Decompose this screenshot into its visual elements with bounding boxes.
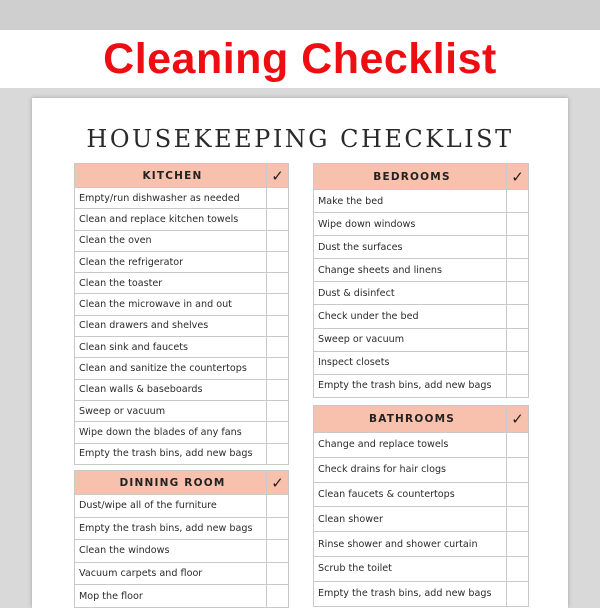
checkbox-cell[interactable] — [507, 457, 529, 482]
checklist-item-label: Clean the microwave in and out — [75, 294, 267, 315]
checklist-row — [75, 443, 289, 464]
checklist-row — [75, 562, 289, 585]
checklist-row — [75, 294, 289, 315]
kitchen-table — [74, 163, 289, 465]
checklist-row — [75, 400, 289, 421]
checkbox-cell[interactable] — [507, 213, 529, 236]
checkbox-cell[interactable] — [267, 540, 289, 563]
checklist-item-label: Scrub the toilet — [314, 556, 507, 581]
checklist-item-label: Empty the trash bins, add new bags — [314, 581, 507, 606]
checklist-row — [314, 328, 529, 351]
checkbox-cell[interactable] — [267, 230, 289, 251]
checkbox-cell[interactable] — [267, 379, 289, 400]
dining-room-heading: DINNING ROOM — [75, 471, 267, 495]
checklist-item-label: Check drains for hair clogs — [314, 457, 507, 482]
checklist-item-label: Wipe down windows — [314, 213, 507, 236]
checklist-row — [75, 358, 289, 379]
checkbox-cell[interactable] — [507, 236, 529, 259]
checklist-item-label: Sweep or vacuum — [314, 328, 507, 351]
checkbox-cell[interactable] — [267, 585, 289, 608]
checklist-item-label: Clean the windows — [75, 540, 267, 563]
checkbox-cell[interactable] — [267, 337, 289, 358]
checklist-row — [75, 188, 289, 209]
checklist-row — [314, 374, 529, 397]
checklist-row — [314, 556, 529, 581]
checkmark-icon: ✓ — [267, 164, 289, 188]
checklist-row — [314, 190, 529, 213]
checklist-row — [314, 532, 529, 557]
checkbox-cell[interactable] — [507, 374, 529, 397]
checklist-row — [314, 236, 529, 259]
checkbox-cell[interactable] — [267, 315, 289, 336]
checklist-row — [314, 213, 529, 236]
checklist-item-label: Mop the floor — [75, 585, 267, 608]
checklist-row — [75, 273, 289, 294]
checkbox-cell[interactable] — [507, 581, 529, 606]
banner — [0, 30, 600, 88]
bedrooms-table — [313, 163, 529, 398]
checkbox-cell[interactable] — [507, 282, 529, 305]
checklist-row — [75, 422, 289, 443]
background-top — [0, 0, 600, 30]
checklist-item-label: Clean the oven — [75, 230, 267, 251]
checklist-row — [75, 337, 289, 358]
checklist-row — [314, 305, 529, 328]
checklist-item-label: Vacuum carpets and floor — [75, 562, 267, 585]
checkbox-cell[interactable] — [507, 556, 529, 581]
dining-room-header-row — [75, 471, 289, 495]
checklist-item-label: Clean walls & baseboards — [75, 379, 267, 400]
checklist-item-label: Empty the trash bins, add new bags — [75, 517, 267, 540]
checkbox-cell[interactable] — [267, 358, 289, 379]
checkbox-cell[interactable] — [267, 273, 289, 294]
bathrooms-header-row — [314, 406, 529, 433]
checkmark-icon: ✓ — [507, 406, 529, 433]
checklist-row — [314, 282, 529, 305]
checkbox-cell[interactable] — [507, 507, 529, 532]
checklist-item-label: Change sheets and linens — [314, 259, 507, 282]
checklist-row — [75, 517, 289, 540]
checkbox-cell[interactable] — [267, 517, 289, 540]
checkbox-cell[interactable] — [267, 294, 289, 315]
checklist-row — [75, 540, 289, 563]
checkbox-cell[interactable] — [267, 495, 289, 518]
checklist-item-label: Clean drawers and shelves — [75, 315, 267, 336]
checklist-item-label: Dust & disinfect — [314, 282, 507, 305]
checklist-row — [75, 379, 289, 400]
checklist-item-label: Clean and replace kitchen towels — [75, 209, 267, 230]
checklist-item-label: Clean faucets & countertops — [314, 482, 507, 507]
checklist-item-label: Wipe down the blades of any fans — [75, 422, 267, 443]
checkbox-cell[interactable] — [507, 532, 529, 557]
checklist-row — [314, 457, 529, 482]
checklist-item-label: Rinse shower and shower curtain — [314, 532, 507, 557]
checklist-row — [314, 433, 529, 458]
checklist-item-label: Clean and sanitize the countertops — [75, 358, 267, 379]
bedrooms-heading: BEDROOMS — [314, 164, 507, 190]
checklist-item-label: Clean the refrigerator — [75, 251, 267, 272]
checklist-row — [314, 507, 529, 532]
checklist-row — [75, 209, 289, 230]
checklist-item-label: Empty the trash bins, add new bags — [75, 443, 267, 464]
checkbox-cell[interactable] — [507, 328, 529, 351]
checklist-item-label: Clean shower — [314, 507, 507, 532]
bathrooms-table — [313, 405, 529, 607]
checkbox-cell[interactable] — [507, 482, 529, 507]
banner-title: Cleaning Checklist — [103, 35, 497, 83]
checklist-sheet — [32, 98, 568, 608]
checklist-row — [314, 581, 529, 606]
checklist-row — [75, 230, 289, 251]
checklist-item-label: Empty/run dishwasher as needed — [75, 188, 267, 209]
bedrooms-header-row — [314, 164, 529, 190]
bathrooms-heading: BATHROOMS — [314, 406, 507, 433]
checklist-item-label: Clean sink and faucets — [75, 337, 267, 358]
checkbox-cell[interactable] — [507, 259, 529, 282]
checklist-row — [75, 251, 289, 272]
checklist-item-label: Clean the toaster — [75, 273, 267, 294]
checklist-row — [314, 351, 529, 374]
checkmark-icon: ✓ — [267, 471, 289, 495]
checklist-item-label: Make the bed — [314, 190, 507, 213]
document-title: HOUSEKEEPING CHECKLIST — [86, 125, 514, 153]
checklist-row — [75, 315, 289, 336]
checklist-item-label: Check under the bed — [314, 305, 507, 328]
checklist-item-label: Empty the trash bins, add new bags — [314, 374, 507, 397]
checkbox-cell[interactable] — [267, 562, 289, 585]
checklist-item-label: Sweep or vacuum — [75, 400, 267, 421]
checkbox-cell[interactable] — [267, 422, 289, 443]
checkbox-cell[interactable] — [507, 433, 529, 458]
checkmark-icon: ✓ — [507, 164, 529, 190]
checklist-item-label: Dust the surfaces — [314, 236, 507, 259]
checklist-row — [75, 495, 289, 518]
dining-room-table — [74, 470, 289, 608]
kitchen-heading: KITCHEN — [75, 164, 267, 188]
checkbox-cell[interactable] — [267, 188, 289, 209]
checkbox-cell[interactable] — [267, 209, 289, 230]
checklist-item-label: Inspect closets — [314, 351, 507, 374]
checkbox-cell[interactable] — [507, 190, 529, 213]
checkbox-cell[interactable] — [267, 251, 289, 272]
checkbox-cell[interactable] — [507, 305, 529, 328]
checklist-item-label: Dust/wipe all of the furniture — [75, 495, 267, 518]
checklist-row — [314, 482, 529, 507]
checklist-item-label: Change and replace towels — [314, 433, 507, 458]
checklist-row — [314, 259, 529, 282]
checkbox-cell[interactable] — [267, 400, 289, 421]
checklist-row — [75, 585, 289, 608]
kitchen-header-row — [75, 164, 289, 188]
checkbox-cell[interactable] — [507, 351, 529, 374]
checkbox-cell[interactable] — [267, 443, 289, 464]
